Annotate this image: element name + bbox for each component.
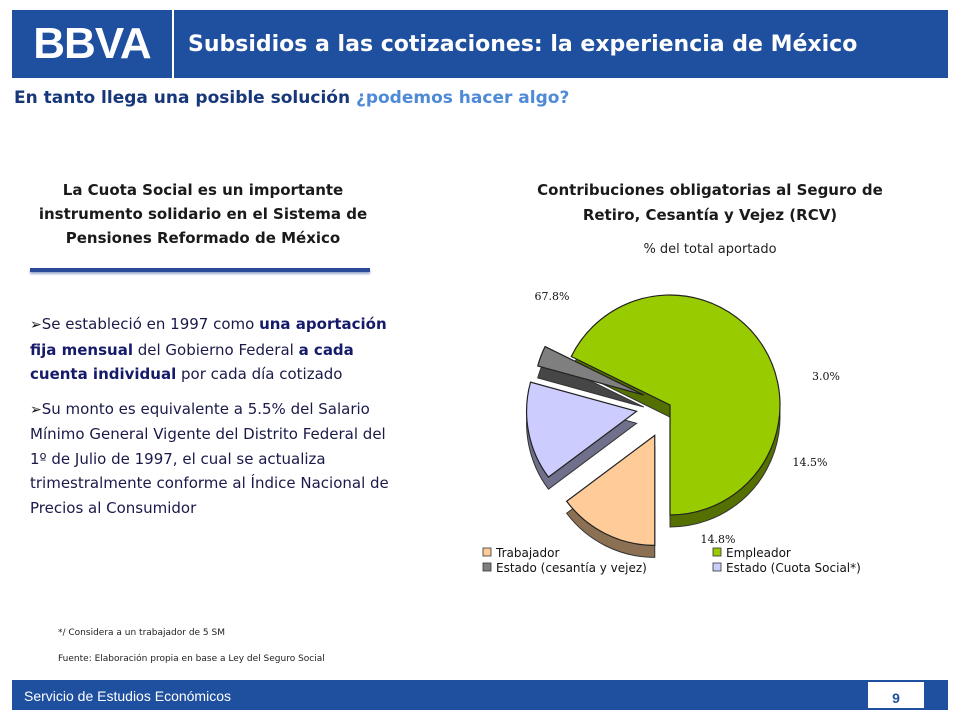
chart-title: Contribuciones obligatorias al Seguro de Retiro, Cesantía y Vejez (RCV) <box>537 181 883 224</box>
legend-item <box>713 561 861 575</box>
subtitle-main: En tanto llega una posible solución <box>14 88 356 108</box>
legend-swatch <box>713 563 721 571</box>
legend-label: Empleador <box>726 546 791 560</box>
page-number: 9 <box>892 690 900 706</box>
arrow-bullet-icon: ➢ <box>30 401 42 418</box>
slide-title: Subsidios a las cotizaciones: la experiencia de México <box>188 32 858 57</box>
left-section-title: La Cuota Social es un importante instrumento solidario en el Sistema de Pensiones Reformado de México <box>38 181 368 247</box>
legend-label: Estado (Cuota Social*) <box>726 561 861 575</box>
slice-label: 14.5% <box>792 456 828 469</box>
slice-label: 67.8% <box>534 290 570 303</box>
slice-label: 3.0% <box>812 370 840 383</box>
subtitle-question: ¿podemos hacer algo? <box>355 88 570 108</box>
legend-swatch <box>483 548 491 556</box>
footer-text: Servicio de Estudios Económicos <box>24 688 231 704</box>
legend-swatch <box>483 563 491 571</box>
legend-swatch <box>713 548 721 556</box>
slice-label: 14.8% <box>700 533 736 546</box>
bullet-1-text-a: Se estableció en 1997 como <box>41 315 260 333</box>
bullet-2-text: Su monto es equivalente a 5.5% del Salario Mínimo General Vigente del Distrito Federal del 1º de Julio de 1997, el cual se actualiza trimestralmente conforme al Índice Nacional de Precios al Consumidor <box>30 399 389 517</box>
bullet-1-highlight-a: una aportación fija mensual <box>30 315 387 359</box>
legend-item <box>713 546 791 560</box>
bullet-1-text-b: del Gobierno Federal <box>132 340 299 359</box>
bullet-1-highlight-b: a cada cuenta individual <box>30 340 354 383</box>
bullet-1-text-c: por cada día cotizado <box>176 365 343 383</box>
chart-subtitle: % del total aportado <box>643 242 777 257</box>
legend-label: Trabajador <box>496 546 560 560</box>
legend-item <box>483 546 559 560</box>
footnote: */ Considera a un trabajador de 5 SM <box>58 628 225 638</box>
legend-item <box>483 561 647 575</box>
source-note: Fuente: Elaboración propia en base a Ley del Seguro Social <box>58 654 325 664</box>
arrow-bullet-icon: ➢ <box>30 317 42 333</box>
footer-bar <box>12 680 948 710</box>
bbva-logo: BBVA <box>33 19 151 68</box>
legend-label: Estado (cesantía y vejez) <box>496 561 647 575</box>
